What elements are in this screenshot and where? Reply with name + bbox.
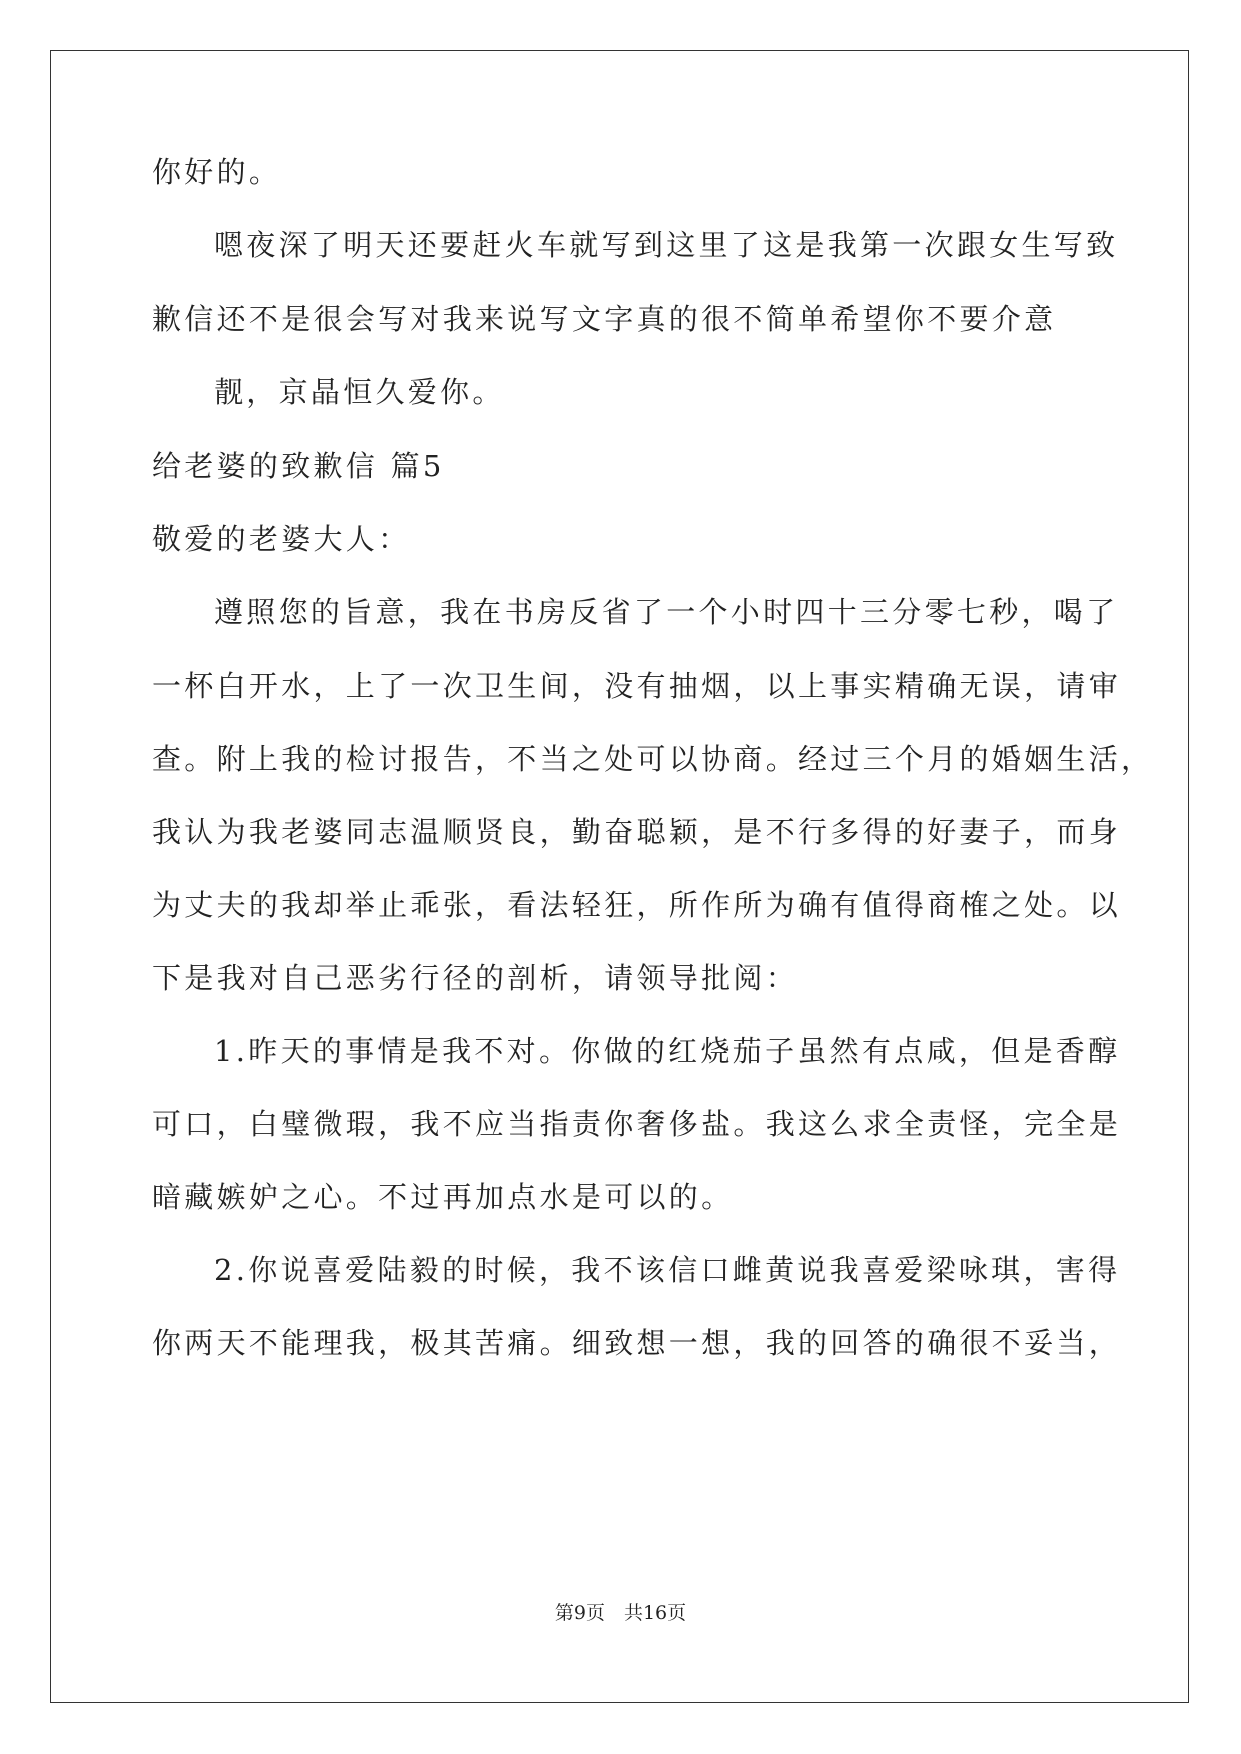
text-line: 遵照您的旨意，我在书房反省了一个小时四十三分零七秒，喝了 [214, 595, 1119, 629]
text-line: 下是我对自己恶劣行径的剖析，请领导批阅： [152, 961, 799, 995]
text-line: 为丈夫的我却举止乖张，看法轻狂，所作所为确有值得商榷之处。以 [152, 888, 1122, 922]
section-heading: 给老婆的致歉信 篇5 [152, 449, 445, 483]
text-line: 嗯夜深了明天还要赶火车就写到这里了这是我第一次跟女生写致 [214, 228, 1119, 262]
text-line: 暗藏嫉妒之心。不过再加点水是可以的。 [152, 1180, 734, 1214]
text-line: 2.你说喜爱陆毅的时候，我不该信口雌黄说我喜爱梁咏琪，害得 [214, 1253, 1121, 1287]
page-border [50, 50, 1189, 1703]
page-number: 第9页 共16页 [554, 1602, 687, 1624]
text-line: 我认为我老婆同志温顺贤良，勤奋聪颖，是不行多得的好妻子，而身 [152, 815, 1122, 849]
text-line: 可口，白璧微瑕，我不应当指责你奢侈盐。我这么求全责怪，完全是 [152, 1107, 1122, 1141]
text-line: 你好的。 [152, 155, 282, 189]
text-line: 你两天不能理我，极其苦痛。细致想一想，我的回答的确很不妥当， [152, 1326, 1122, 1360]
salutation: 敬爱的老婆大人： [152, 522, 411, 556]
text-line: 靓，京晶恒久爱你。 [214, 375, 505, 409]
text-line: 1.昨天的事情是我不对。你做的红烧茄子虽然有点咸，但是香醇 [214, 1034, 1121, 1068]
text-line: 歉信还不是很会写对我来说写文字真的很不简单希望你不要介意 [152, 302, 1057, 336]
text-line: 一杯白开水，上了一次卫生间，没有抽烟，以上事实精确无误，请审 [152, 669, 1122, 703]
text-line: 查。附上我的检讨报告，不当之处可以协商。经过三个月的婚姻生活， [152, 742, 1154, 776]
